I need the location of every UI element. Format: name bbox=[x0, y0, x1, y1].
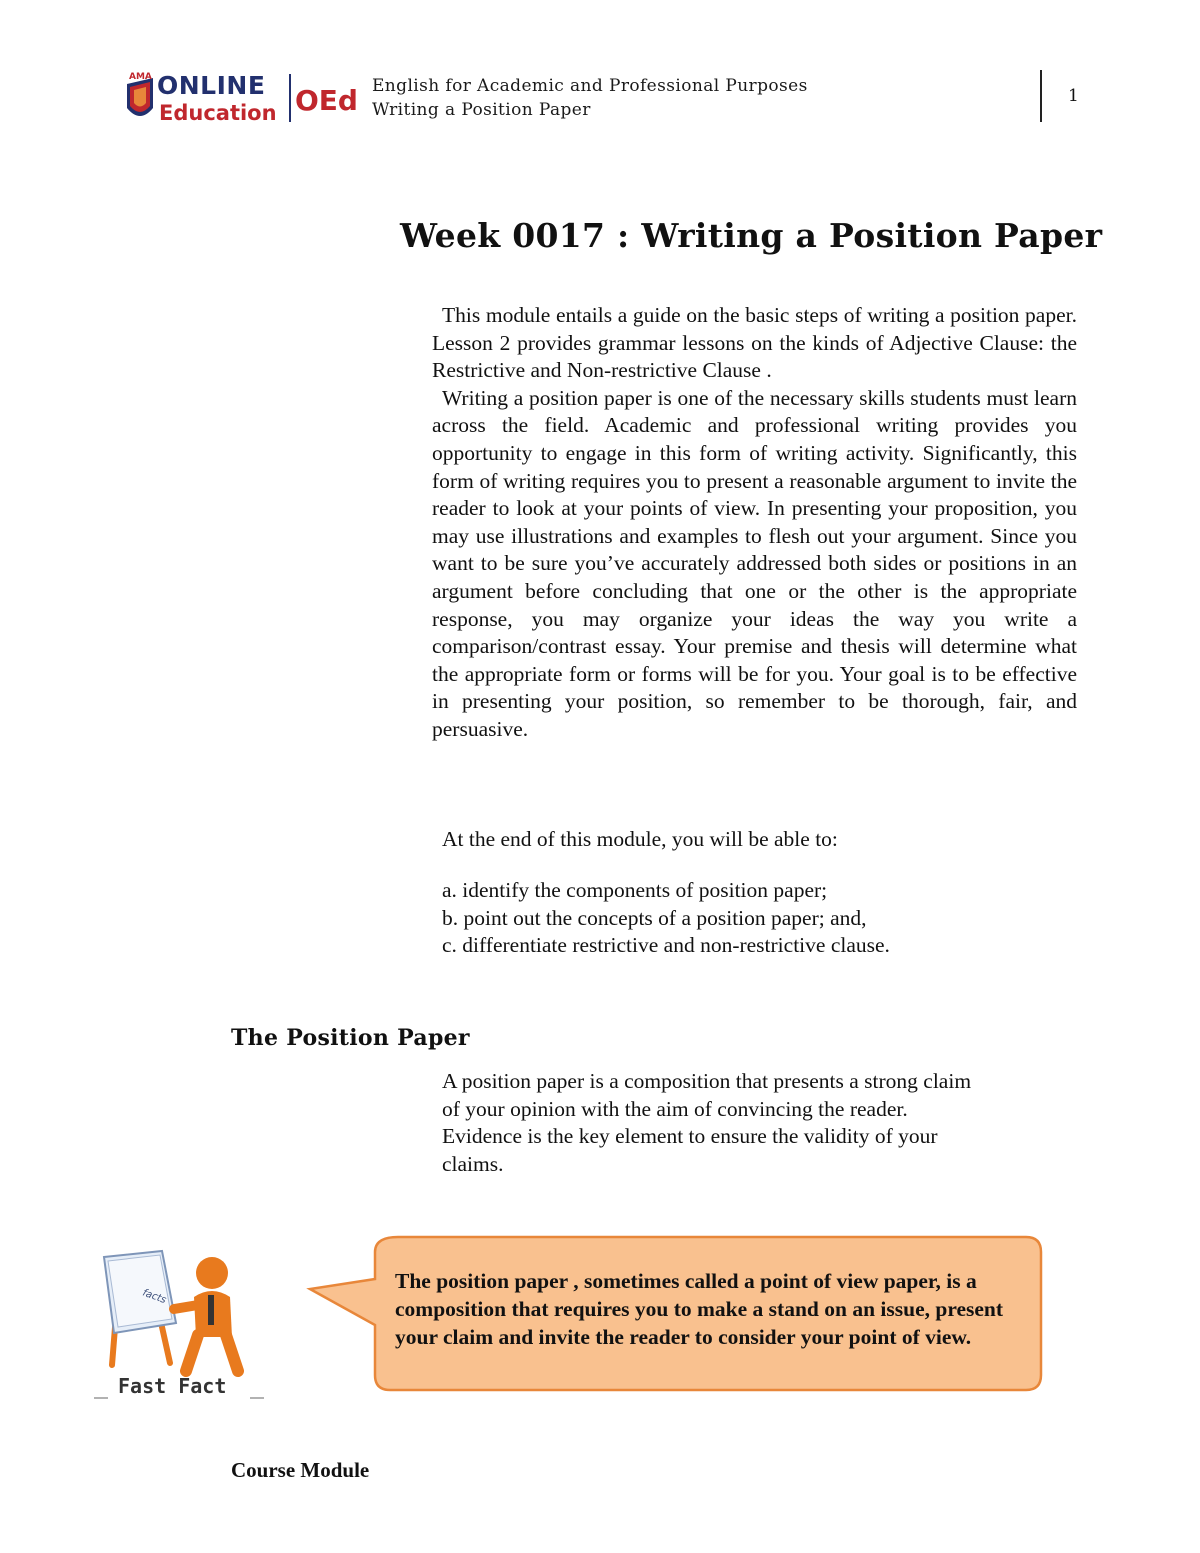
logo-education-text: Education bbox=[159, 101, 277, 125]
fast-fact-label: Fast Fact bbox=[118, 1374, 227, 1398]
logo-online-text: ONLINE bbox=[157, 71, 266, 100]
header-titles bbox=[372, 74, 808, 122]
svg-text:AMA: AMA bbox=[129, 72, 152, 82]
objective-item: a. identify the components of position paper; bbox=[442, 878, 828, 902]
objectives-list bbox=[442, 877, 890, 960]
intro-paragraph-2: Writing a position paper is one of the necessary skills students must learn across the field. Academic and professional writing provides you opportunity to engage in this form of writing activity. Significantly, this form of writing requires you to present a reasonable argument to invite the reader to look at your points of view. In presenting your proposition, you may use illustrations and examples to flesh out your argument. Since you want to be sure you’ve accurately addressed both sides or positions in an argument before concluding that one or the other is the appropriate response, you may organize your ideas the way you write a comparison/contrast essay. Your premise and thesis will determine what the appropriate form or forms will be for you. Your goal is to be effective in presenting your position, so remember to be thorough, fair, and persuasive. bbox=[432, 385, 1077, 741]
logo-oed-acronym: OEd bbox=[295, 84, 358, 117]
fast-fact-figure bbox=[90, 1245, 280, 1405]
document-subtitle: Writing a Position Paper bbox=[372, 100, 591, 120]
intro-section bbox=[432, 302, 1077, 744]
course-title: English for Academic and Professional Purposes bbox=[372, 76, 808, 96]
section-line: claims. bbox=[442, 1151, 504, 1176]
page-title: Week 0017 : Writing a Position Paper bbox=[400, 216, 1103, 255]
objectives-heading: At the end of this module, you will be able to: bbox=[442, 827, 838, 851]
section-line: of your opinion with the aim of convincing the reader. bbox=[442, 1096, 908, 1121]
board-label: facts bbox=[140, 1287, 168, 1307]
easel-board-icon bbox=[104, 1251, 176, 1365]
logo-divider bbox=[289, 74, 291, 122]
online-education-logo bbox=[125, 70, 360, 126]
page-number: 1 bbox=[1068, 86, 1079, 106]
crest-icon bbox=[127, 72, 153, 116]
callout-text: The position paper , sometimes called a point of view paper, is a composition that requires you to make a stand on an issue, present your claim and invite the reader to consider your point of view. bbox=[395, 1269, 1004, 1349]
intro-paragraph-1: This module entails a guide on the basic steps of writing a position paper. Lesson 2 provides grammar lessons on the kinds of Adjective Clause: the Restrictive and Non-restrictive Clause . bbox=[432, 303, 1077, 383]
section-body bbox=[442, 1068, 1082, 1178]
presenter-figure-icon bbox=[174, 1257, 238, 1371]
section-line: Evidence is the key element to ensure the validity of your bbox=[442, 1124, 938, 1149]
objective-item: b. point out the concepts of a position paper; and, bbox=[442, 905, 867, 930]
objective-item: c. differentiate restrictive and non-restrictive clause. bbox=[442, 933, 890, 958]
header-divider bbox=[1040, 70, 1042, 122]
section-line: A position paper is a composition that presents a strong claim bbox=[442, 1069, 972, 1093]
section-heading: The Position Paper bbox=[231, 1025, 470, 1051]
footer-label: Course Module bbox=[231, 1458, 370, 1482]
